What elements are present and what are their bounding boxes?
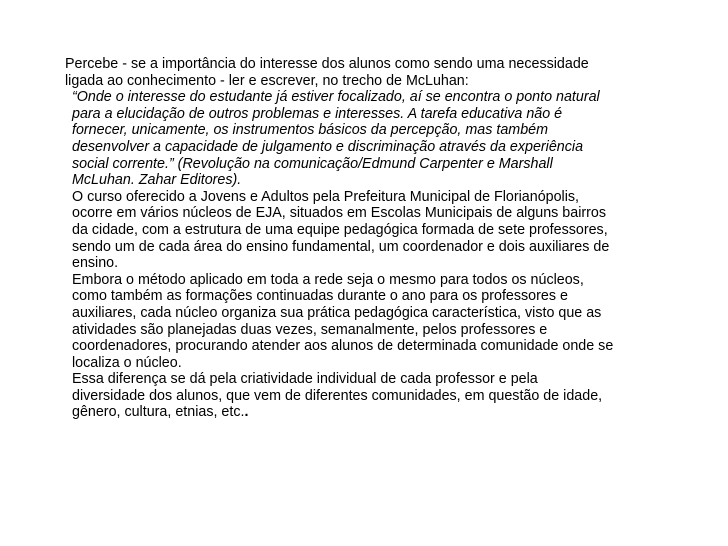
difference-paragraph <box>72 371 688 421</box>
method-paragraph: Embora o método aplicado em toda a rede seja o mesmo para todos os núcleos, como também as formações continuadas durante o ano para os professores e auxiliares, cada núcleo organiza sua prática pedagógica característica, visto que as atividades são planejadas duas vezes, semanalmente, pelos professores e coordenadores, procurando atender aos alunos de determinada comunidade onde se localiza o núcleo. <box>72 271 614 371</box>
intro-paragraph: Percebe - se a importância do interesse dos alunos como sendo uma necessidade ligada ao conhecimento - ler e escrever, no trecho de McLuhan: <box>65 56 589 89</box>
mcluhan-quote-paragraph: “Onde o interesse do estudante já estiver focalizado, aí se encontra o ponto natural para a elucidação de outros problemas e interesses. A tarefa educativa não é fornecer, unicamente, os instrumentos básicos da percepção, mas também desenvolver a capacidade de julgamento e discriminação através da experiência social corrente.” (Revolução na comunicação/Edmund Carpenter e Marshall McLuhan. Zahar Editores). <box>72 89 600 189</box>
difference-text: Essa diferença se dá pela criatividade individual de cada professor e pela diversidade dos alunos, que vem de diferentes comunidades, em questão de idade, gênero, cultura, etnias, etc. <box>72 371 603 421</box>
trailing-mark: . <box>244 404 249 421</box>
slide-body <box>65 56 688 421</box>
course-paragraph: O curso oferecido a Jovens e Adultos pela Prefeitura Municipal de Florianópolis, ocorre em vários núcleos de EJA, situados em Escolas Municipais de alguns bairros da cidade, com a estrutura de uma equipe pedagógica formada de sete professores, sendo um de cada área do ensino fundamental, um coordenador e dois auxiliares de ensino. <box>72 188 610 272</box>
